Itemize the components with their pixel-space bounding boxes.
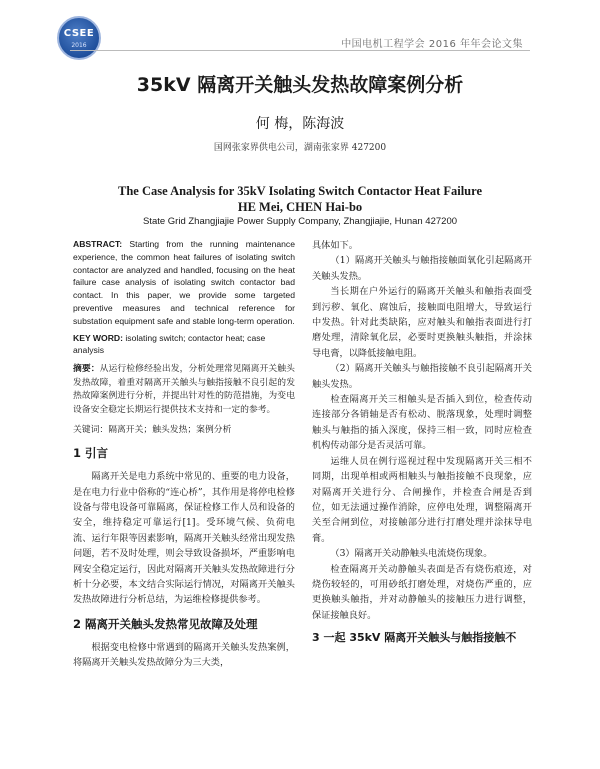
section-2-text: 根据变电检修中常遇到的隔离开关触头发热案例，将隔离开关触头发热故障分为三大类，: [73, 641, 295, 669]
item-2-heading: （2）隔离开关触头与触指接触不良引起隔离开关触头发热。: [312, 363, 532, 390]
continued-text: 具体如下。: [312, 240, 358, 251]
header-divider: [70, 50, 530, 51]
paper-title-en: The Case Analysis for 35kV Isolating Switch Contactor Heat Failure: [117, 184, 483, 198]
running-head: 中国电机工程学会 2016 年年会论文集: [341, 39, 523, 50]
abstract-cn: [73, 363, 295, 417]
affiliation-en: State Grid Zhangjiajie Power Supply Company, Zhangjiajie, Hunan 427200: [142, 216, 458, 227]
cn-keyword-text: 隔离开关；触头发热；案例分析: [108, 424, 232, 435]
cn-keyword-label: 关键词：: [73, 424, 109, 435]
logo-text: CSEE: [63, 28, 95, 39]
right-column: [312, 238, 532, 645]
cn-abstract-label: 摘要：: [73, 364, 100, 375]
cn-abstract-text: 从运行检修经验出发，分析处理常见隔离开关触头发热故障，着重对隔离开关触头与触指接触不良引起的发热故障案例进行分析，并提出针对性的防范措施，为变电设备安全稳定长期运行提供技术支持和一定的参考。: [73, 364, 295, 415]
item-3-text: 运维人员在例行巡视过程中发现隔离开关三相不同期，出现单相或两相触头与触指接触不良现象，应对隔离开关进行分、合闸操作，并检查合闸是否到位，如无法通过操作消除，应停电处理，调整隔离开关至合闸到位，对接触部分进行打磨处理并涂抹导电膏。: [312, 455, 532, 544]
section-1-heading: 1 引言: [73, 446, 109, 461]
conference-logo: [57, 16, 101, 60]
item-2-text: 检查隔离开关三相触头是否插入到位，检查传动连接部分各销轴是否有松动、脱落现象，处理时调整触头与触指的插入深度，保持三相一致，同时应检查机构传动部分是否灵活可靠。: [312, 394, 532, 452]
section-2-heading: 2 隔离开关触头发热常见故障及处理: [73, 616, 258, 631]
item-1-text: 当长期在户外运行的隔离开关触头和触指表面受到污秽、氧化、腐蚀后，接触面电阻增大，导致运行中发热。针对此类缺陷，应对触头和触指表面进行打磨处理，清除氧化层，必要时更换触头触指，并涂抹导电膏，以降低接触电阻。: [312, 286, 532, 359]
keyword-text: isolating switch; contactor heat; case analysis: [73, 332, 266, 356]
section-3-heading: 3 一起 35kV 隔离开关触头与触指接触不: [312, 631, 517, 645]
logo-year: 2016: [71, 42, 87, 49]
item-1-heading: （1）隔离开关触头与触指接触面氧化引起隔离开关触头发热。: [312, 255, 532, 282]
item-3-heading: （3）隔离开关动静触头电流烧伤现象。: [330, 548, 493, 560]
abstract-en: [73, 238, 295, 328]
paper-title-cn: 35kV 隔离开关触头发热故障案例分析: [136, 74, 464, 96]
keywords-en: [73, 332, 295, 358]
left-column: [73, 238, 295, 671]
abstract-label: ABSTRACT:: [73, 239, 123, 249]
authors-cn: 何 梅，陈海波: [255, 116, 345, 132]
abstract-text: Starting from the running maintenance experience, the common heat failures of isolating switch contactor are analyzed and handled, focusing on the heat failure case analysis of isolating switch contactor bad contact. In this paper, we provide some targeted preventive measures and technical reference for substation equipment safe and stable long-term operation.: [73, 239, 295, 326]
affiliation-cn: 国网张家界供电公司，湖南张家界 427200: [213, 143, 387, 153]
keyword-label: KEY WORD:: [73, 332, 123, 343]
authors-en: HE Mei, CHEN Hai-bo: [237, 200, 363, 214]
section-1-text: 隔离开关是电力系统中常见的、重要的电力设备，是在电力行业中俗称的“连心桥”，其作用是将停电检修设备与带电设备可靠隔离，保证检修工作人员和设备的安全，维持稳定可靠运行[1]。受环境气候、负荷电流、运行年限等因素影响，隔离开关触头经常出现发热问题，若不及时处理，则会导致设备损坏，严重影响电网安全稳定运行，因此对隔离开关触头发热故障进行分析十分必要，本文结合实际运行情况，对隔离开关触头发热故障进行分析总结，为运维检修提供参考。: [73, 471, 295, 606]
keywords-cn: [73, 424, 295, 438]
item-3-tail: 检查隔离开关动静触头表面是否有烧伤痕迹，对烧伤较轻的，可用砂纸打磨处理，对烧伤严重的，应更换触头触指，并对动静触头的接触压力进行调整，保证接触良好。: [312, 563, 532, 621]
